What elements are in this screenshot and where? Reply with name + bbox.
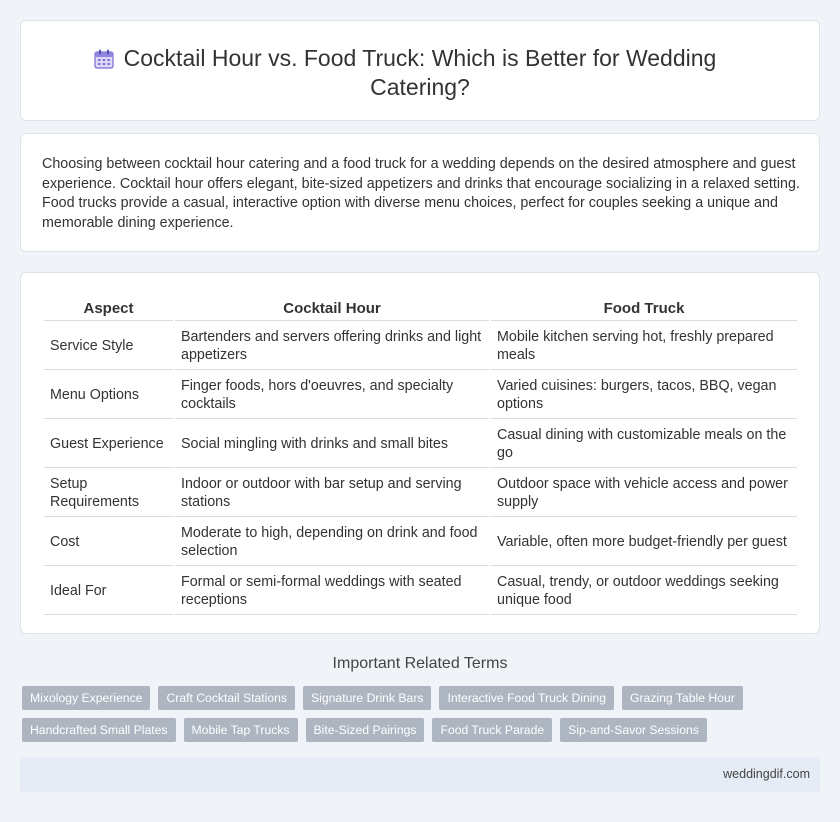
table-row — [44, 323, 797, 370]
row-aspect: Cost — [44, 519, 173, 566]
comparison-card — [20, 272, 820, 634]
related-terms-heading: Important Related Terms — [332, 655, 508, 672]
row-food-truck: Outdoor space with vehicle access and power supply — [491, 470, 797, 517]
header-food-truck: Food Truck — [491, 298, 797, 321]
term-tag[interactable]: Handcrafted Small Plates — [22, 718, 176, 742]
footer-bar — [20, 757, 820, 792]
page-title: Cocktail Hour vs. Food Truck: Which is Better for Wedding Catering? — [123, 45, 717, 100]
table-row — [44, 421, 797, 468]
row-food-truck: Variable, often more budget-friendly per guest — [491, 519, 797, 566]
term-tag[interactable]: Signature Drink Bars — [303, 686, 431, 710]
row-cocktail-hour: Formal or semi-formal weddings with seated receptions — [175, 568, 489, 615]
row-cocktail-hour: Moderate to high, depending on drink and food selection — [175, 519, 489, 566]
term-tag[interactable]: Bite-Sized Pairings — [306, 718, 425, 742]
intro-paragraph: Choosing between cocktail hour catering and a food truck for a wedding depends on the desired atmosphere and guest experience. Cocktail hour offers elegant, bite-sized appetizers and drinks that encourage socializing in a relaxed setting. Food trucks provide a casual, interactive option with diverse menu choices, perfect for couples seeking a unique and memorable dining experience. — [42, 156, 800, 231]
comparison-table — [42, 296, 799, 617]
term-tag[interactable]: Grazing Table Hour — [622, 686, 743, 710]
term-tag[interactable]: Interactive Food Truck Dining — [439, 686, 614, 710]
table-row — [44, 372, 797, 419]
term-tag[interactable]: Mixology Experience — [22, 686, 150, 710]
table-row — [44, 568, 797, 615]
row-aspect: Guest Experience — [44, 421, 173, 468]
term-tag[interactable]: Food Truck Parade — [432, 718, 552, 742]
row-food-truck: Casual dining with customizable meals on the go — [491, 421, 797, 468]
row-cocktail-hour: Finger foods, hors d'oeuvres, and specialty cocktails — [175, 372, 489, 419]
term-tag[interactable]: Craft Cocktail Stations — [158, 686, 295, 710]
header-cocktail-hour: Cocktail Hour — [175, 298, 489, 321]
table-row — [44, 470, 797, 517]
intro-card — [20, 133, 820, 252]
row-cocktail-hour: Bartenders and servers offering drinks and light appetizers — [175, 323, 489, 370]
row-aspect: Service Style — [44, 323, 173, 370]
related-terms-list — [22, 686, 812, 742]
footer-site-link[interactable]: weddingdif.com — [723, 767, 810, 781]
row-aspect: Menu Options — [44, 372, 173, 419]
table-header-row — [44, 298, 797, 321]
term-tag[interactable]: Mobile Tap Trucks — [184, 718, 298, 742]
row-food-truck: Casual, trendy, or outdoor weddings seeking unique food — [491, 568, 797, 615]
table-row — [44, 519, 797, 566]
title-card — [20, 20, 820, 121]
row-food-truck: Varied cuisines: burgers, tacos, BBQ, vegan options — [491, 372, 797, 419]
row-cocktail-hour: Social mingling with drinks and small bites — [175, 421, 489, 468]
row-aspect: Setup Requirements — [44, 470, 173, 517]
row-food-truck: Mobile kitchen serving hot, freshly prepared meals — [491, 323, 797, 370]
row-cocktail-hour: Indoor or outdoor with bar setup and serving stations — [175, 470, 489, 517]
row-aspect: Ideal For — [44, 568, 173, 615]
term-tag[interactable]: Sip-and-Savor Sessions — [560, 718, 707, 742]
header-aspect: Aspect — [44, 298, 173, 321]
